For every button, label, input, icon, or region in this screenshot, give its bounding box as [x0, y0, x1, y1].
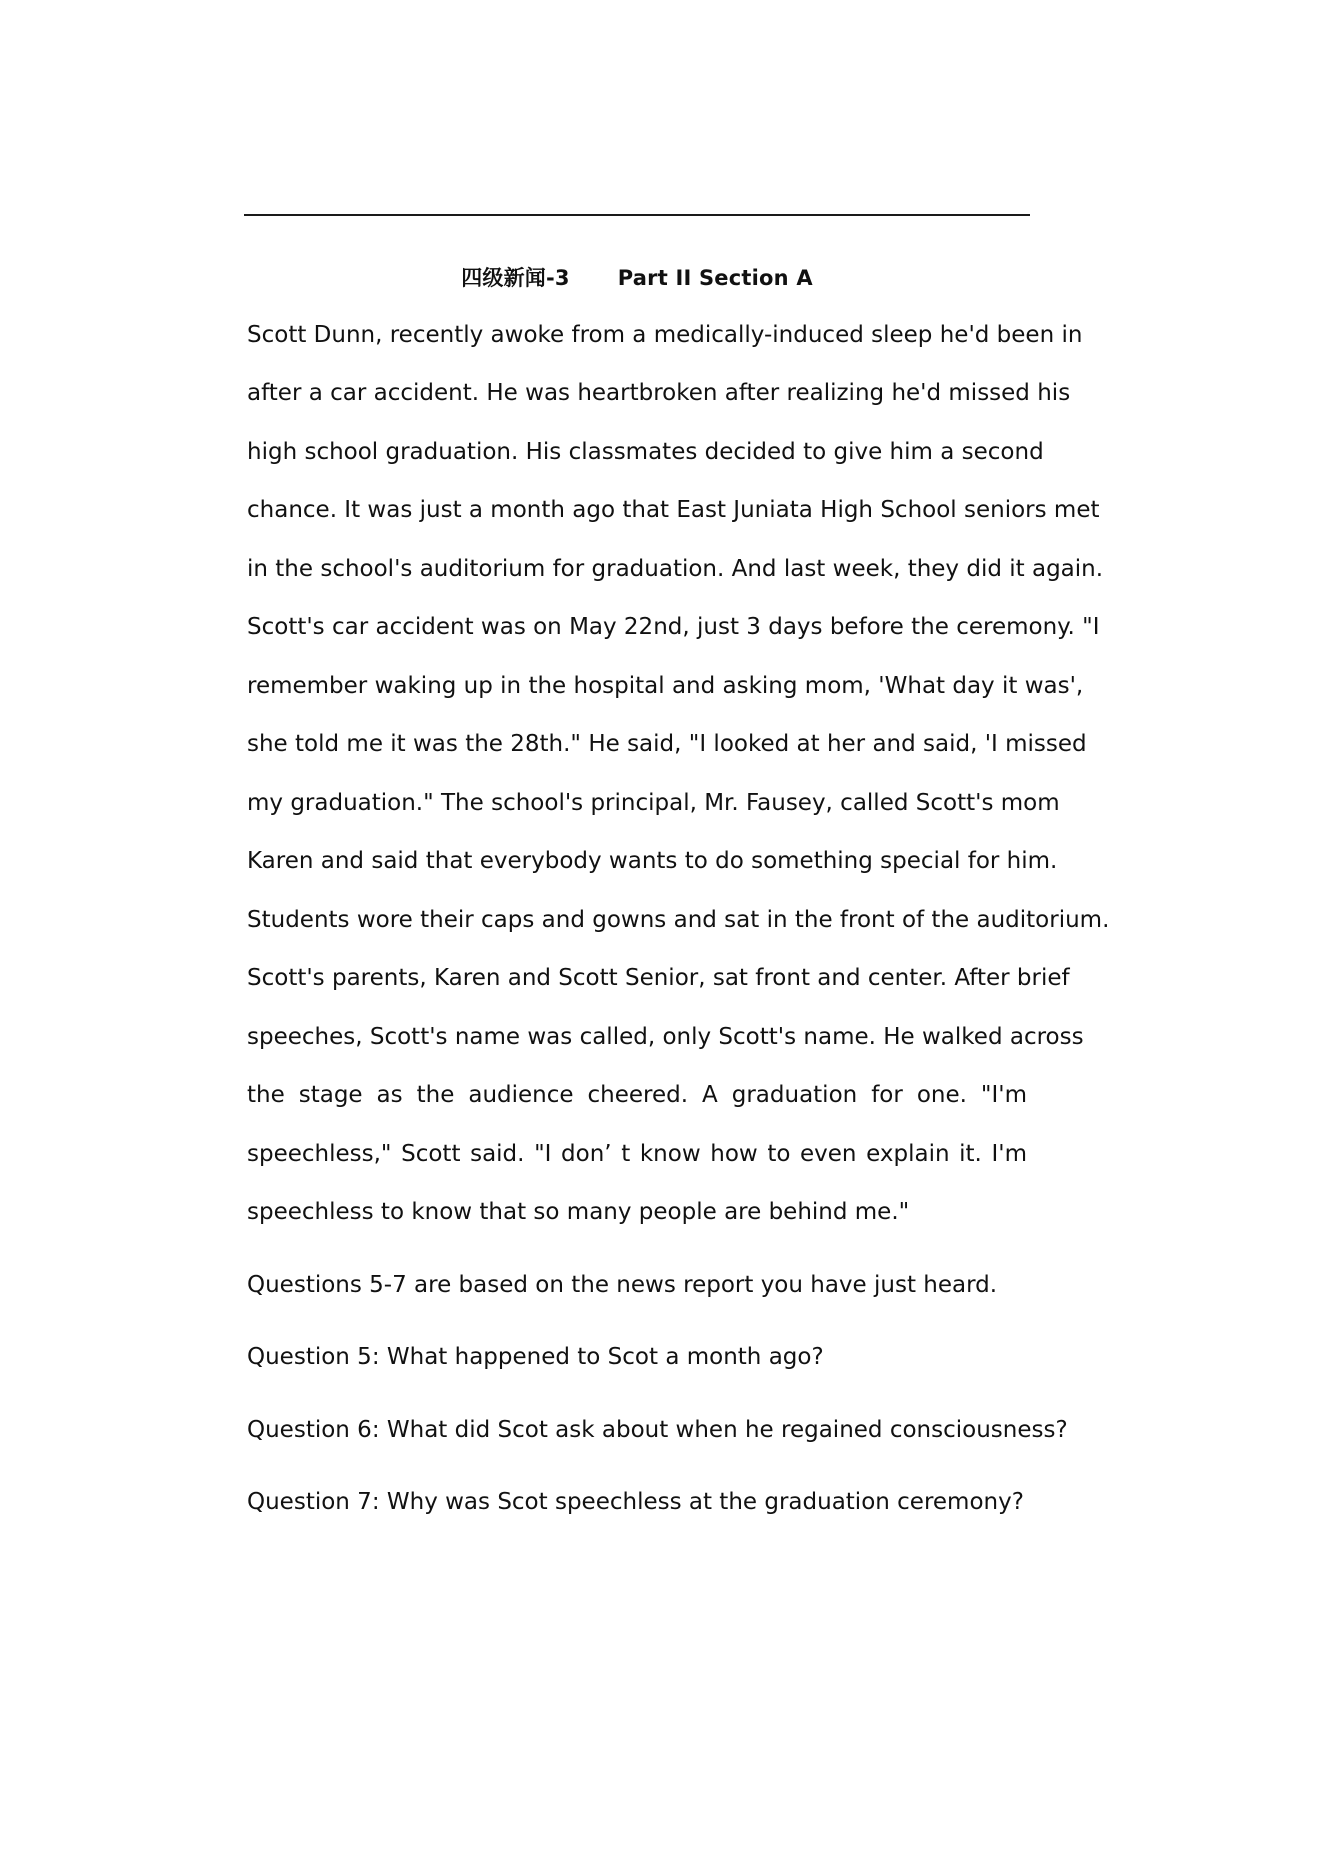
question-5: Question 5: What happened to Scot a month ago?	[247, 1344, 824, 1370]
passage-line: Students wore their caps and gowns and sat in the front of the auditorium.	[247, 907, 1110, 933]
title-chinese: 四级新闻-3	[461, 266, 570, 290]
passage-line: speechless to know that so many people are behind me."	[247, 1199, 910, 1225]
title-section: Part II Section A	[617, 266, 813, 290]
passage-line: the stage as the audience cheered. A graduation for one. "I'm	[247, 1082, 1027, 1108]
passage-line: remember waking up in the hospital and asking mom, 'What day it was',	[247, 673, 1084, 699]
passage-line: chance. It was just a month ago that East Juniata High School seniors met	[247, 497, 1100, 523]
question-7: Question 7: Why was Scot speechless at the graduation ceremony?	[247, 1489, 1024, 1515]
passage-line: high school graduation. His classmates decided to give him a second	[247, 439, 1044, 465]
passage-line: after a car accident. He was heartbroken after realizing he'd missed his	[247, 380, 1071, 406]
passage-line: Scott's parents, Karen and Scott Senior, sat front and center. After brief	[247, 965, 1070, 991]
header-rule	[244, 214, 1030, 216]
passage-line: Karen and said that everybody wants to do something special for him.	[247, 848, 1058, 874]
questions-intro: Questions 5-7 are based on the news report you have just heard.	[247, 1272, 998, 1298]
passage-line: my graduation." The school's principal, Mr. Fausey, called Scott's mom	[247, 790, 1060, 816]
passage-line: speeches, Scott's name was called, only Scott's name. He walked across	[247, 1024, 1084, 1050]
page-title	[244, 262, 1030, 292]
passage-line: Scott's car accident was on May 22nd, just 3 days before the ceremony. "I	[247, 614, 1100, 640]
passage-line: in the school's auditorium for graduation. And last week, they did it again.	[247, 556, 1104, 582]
question-6: Question 6: What did Scot ask about when he regained consciousness?	[247, 1417, 1068, 1443]
passage-line: Scott Dunn, recently awoke from a medically-induced sleep he'd been in	[247, 322, 1083, 348]
passage-line: speechless," Scott said. "I don’ t know how to even explain it. I'm	[247, 1141, 1027, 1167]
passage-line: she told me it was the 28th." He said, "I looked at her and said, 'I missed	[247, 731, 1087, 757]
